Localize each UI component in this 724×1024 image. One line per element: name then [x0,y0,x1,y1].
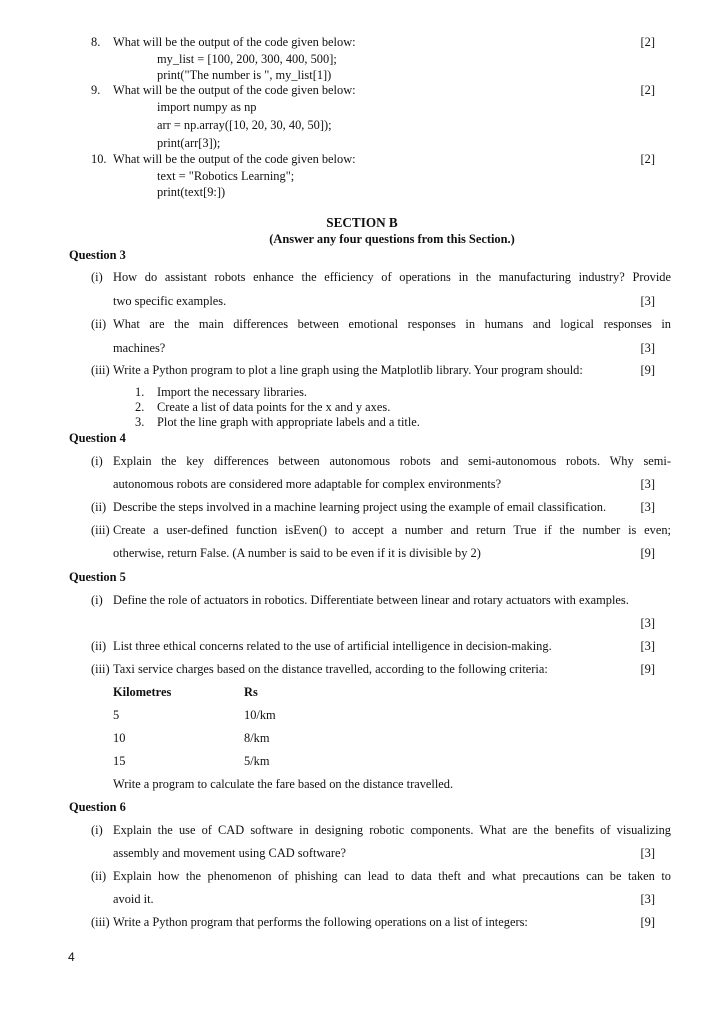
marks: [2] [640,152,655,166]
section-instructions: (Answer any four questions from this Section.) [269,232,515,246]
q3-iii-text: Write a Python program to plot a line graph using the Matplotlib library. Your program should: [113,363,583,377]
question-number: 10. [91,152,107,166]
marks: [3] [640,892,655,906]
step-number: 2. [135,400,145,414]
step-text: Create a list of data points for the x and y axes. [157,400,391,414]
q6-i-line-2: assembly and movement using CAD software? [113,846,346,860]
q4-i-line-1: Explain the key differences between autonomous robots and semi-autonomous robots. Why semi- [113,454,671,468]
subpart-number: (iii) [91,915,110,929]
marks: [9] [640,363,655,377]
question-4-heading: Question 4 [69,431,126,445]
q4-iii-line-1: Create a user-defined function isEven() to accept a number and return True if the number is even; [113,523,671,537]
q6-i-line-1: Explain the use of CAD software in designing robotic components. What are the benefits of visualizing [113,823,671,837]
subpart-number: (i) [91,593,103,607]
code-line: arr = np.array([10, 20, 30, 40, 50]); [157,118,332,132]
subpart-number: (iii) [91,662,110,676]
subpart-number: (iii) [91,363,110,377]
marks: [3] [640,500,655,514]
table-cell: 10 [113,731,126,745]
code-line: text = "Robotics Learning"; [157,169,295,183]
question-text: What will be the output of the code given below: [113,152,356,166]
q3-ii-line-2: machines? [113,341,166,355]
q3-i-line-2: two specific examples. [113,294,227,308]
code-line: print(text[9:]) [157,185,226,199]
marks: [3] [640,341,655,355]
subpart-number: (i) [91,823,103,837]
code-line: import numpy as np [157,100,257,114]
step-number: 3. [135,415,145,429]
marks: [3] [640,477,655,491]
q5-ii-text: List three ethical concerns related to the use of artificial intelligence in decision-making. [113,639,552,653]
q5-iii-text: Taxi service charges based on the distance travelled, according to the following criteria: [113,662,548,676]
question-number: 8. [91,35,101,49]
table-cell: 5/km [244,754,270,768]
table-header: Rs [244,685,258,699]
question-text: What will be the output of the code given below: [113,83,356,97]
subpart-number: (ii) [91,639,107,653]
code-line: print(arr[3]); [157,136,221,150]
question-number: 9. [91,83,101,97]
subpart-number: (ii) [91,500,107,514]
subpart-number: (i) [91,454,103,468]
question-3-heading: Question 3 [69,248,126,262]
subpart-number: (ii) [91,869,107,883]
code-line: my_list = [100, 200, 300, 400, 500]; [157,52,337,66]
q6-iii-text: Write a Python program that performs the following operations on a list of integers: [113,915,528,929]
q4-ii-text: Describe the steps involved in a machine learning project using the example of email classification. [113,500,607,514]
subpart-number: (i) [91,270,103,284]
table-cell: 15 [113,754,126,768]
code-line: print("The number is ", my_list[1]) [157,68,332,82]
q3-i-line-1: How do assistant robots enhance the efficiency of operations in the manufacturing industry? Provide [113,270,671,284]
q5-iii-instruction: Write a program to calculate the fare based on the distance travelled. [113,777,454,791]
page-number: 4 [68,950,75,964]
q6-ii-line-2: avoid it. [113,892,154,906]
step-text: Import the necessary libraries. [157,385,308,399]
subpart-number: (iii) [91,523,110,537]
section-title: SECTION B [326,215,398,230]
q3-ii-line-1: What are the main differences between emotional responses in humans and logical responses in [113,317,671,331]
marks: [9] [640,546,655,560]
question-5-heading: Question 5 [69,570,126,584]
marks: [9] [640,915,655,929]
table-cell: 10/km [244,708,276,722]
q4-i-line-2: autonomous robots are considered more adaptable for complex environments? [113,477,502,491]
table-cell: 5 [113,708,120,722]
question-text: What will be the output of the code given below: [113,35,356,49]
marks: [3] [640,846,655,860]
marks: [3] [640,639,655,653]
q4-iii-line-2: otherwise, return False. (A number is said to be even if it is divisible by 2) [113,546,481,560]
q6-ii-line-1: Explain how the phenomenon of phishing can lead to data theft and what precautions can be taken to [113,869,671,883]
marks: [2] [640,83,655,97]
marks: [2] [640,35,655,49]
marks: [3] [640,616,655,630]
question-6-heading: Question 6 [69,800,126,814]
marks: [3] [640,294,655,308]
table-cell: 8/km [244,731,270,745]
subpart-number: (ii) [91,317,107,331]
marks: [9] [640,662,655,676]
q5-i-text: Define the role of actuators in robotics. Differentiate between linear and rotary actuators with examples. [113,593,629,607]
table-header: Kilometres [113,685,172,699]
step-text: Plot the line graph with appropriate labels and a title. [157,415,420,429]
step-number: 1. [135,385,145,399]
